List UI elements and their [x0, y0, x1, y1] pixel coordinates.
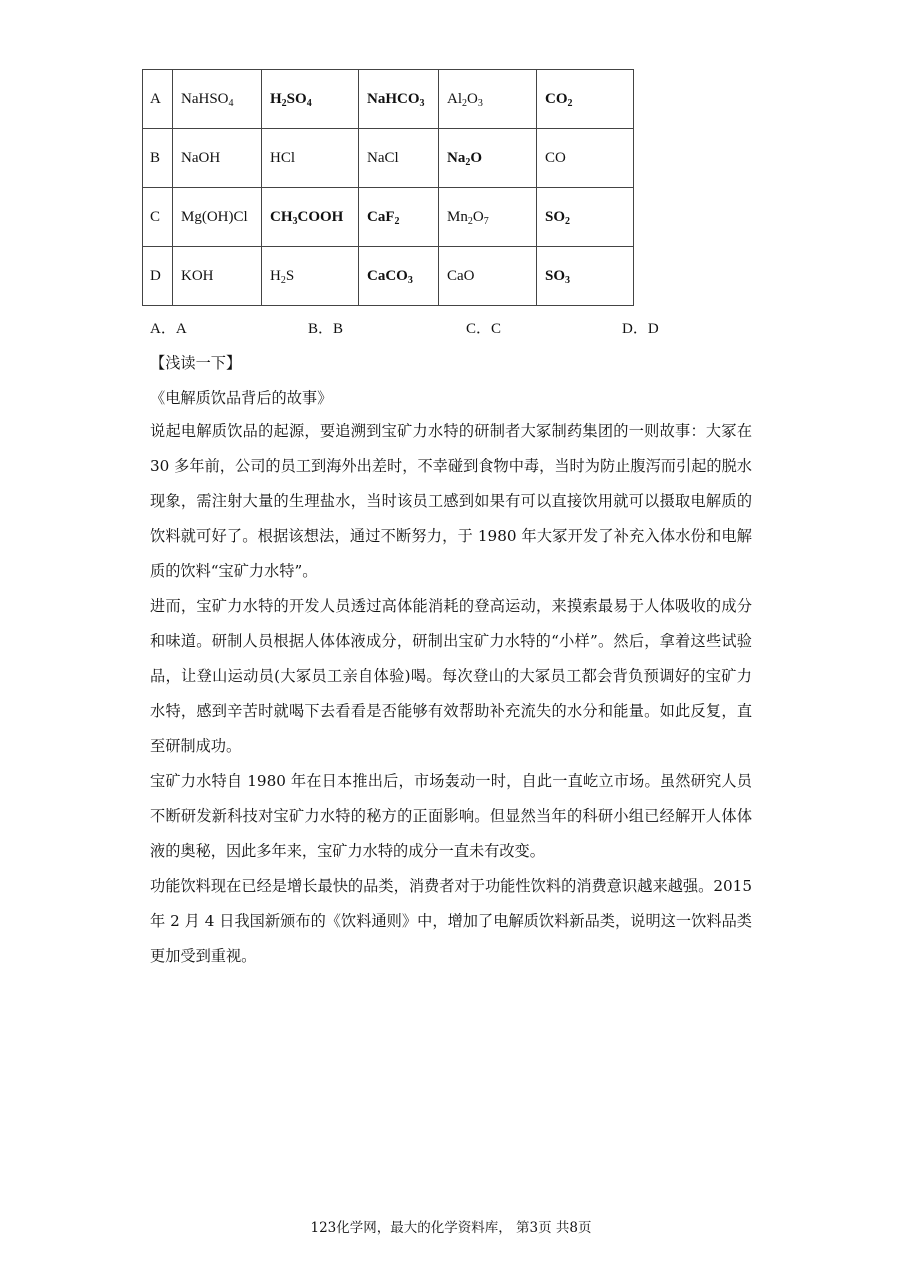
answer-choices	[0, 317, 902, 337]
formula-cell: NaHCO$_3$	[359, 70, 439, 129]
formula-cell: Mg(OH)Cl	[173, 188, 262, 247]
formula-cell: $Mn_2O_7$	[439, 188, 537, 247]
row-label: D	[143, 247, 173, 306]
formula-cell: CaCO$_3$	[359, 247, 439, 306]
table-row	[143, 247, 634, 306]
formula-cell: NaHSO$_4$	[173, 70, 262, 129]
formula-cell: CaF$_2$	[359, 188, 439, 247]
choice-d[interactable]: D．D	[622, 321, 659, 337]
options-table	[142, 69, 634, 306]
formula-cell: $H_2SO_4$	[262, 70, 359, 129]
table-row	[143, 188, 634, 247]
formula-cell: $Al_2O_3$	[439, 70, 537, 129]
choice-a[interactable]: A．A	[150, 321, 187, 337]
paragraph: 说起电解质饮品的起源，要追溯到宝矿力水特的研制者大冢制药集团的一则故事：大冢在 30 多年前，公司的员工到海外出差时，不幸碰到食物中毒，当时为防止腹泻而引起的脱水现象，需注射大量的生理盐水，当时该员工感到如果有可以直接饮用就可以摄取电解质的饮料就可好了。根据该想法，通过不断努力，于 1980 年大冢开发了补充入体水份和电解质的饮料“宝矿力水特”。	[150, 422, 752, 580]
formula-cell: CaO	[439, 247, 537, 306]
row-label: C	[143, 188, 173, 247]
formula-cell: CO	[537, 129, 634, 188]
section-heading: 【浅读一下】	[150, 354, 242, 372]
page-footer: 123化学网，最大的化学资料库， 第3页 共8页	[310, 1220, 592, 1236]
row-label: B	[143, 129, 173, 188]
article-title: 《电解质饮品背后的故事》	[150, 389, 333, 407]
formula-cell: $CO_2$	[537, 70, 634, 129]
formula-cell: $SO_3$	[537, 247, 634, 306]
formula-cell: $SO_2$	[537, 188, 634, 247]
choice-c[interactable]: C．C	[466, 321, 502, 337]
formula-cell: KOH	[173, 247, 262, 306]
paragraph: 宝矿力水特自 1980 年在日本推出后，市场轰动一时，自此一直屹立市场。虽然研究人员不断研发新科技对宝矿力水特的秘方的正面影响。但显然当年的科研小组已经解开人体体液的奥秘，因此多年来，宝矿力水特的成分一直未有改变。	[150, 772, 752, 860]
paragraph: 进而，宝矿力水特的开发人员透过高体能消耗的登高运动，来摸索最易于人体吸收的成分和味道。研制人员根据人体体液成分，研制出宝矿力水特的“小样”。然后，拿着这些试验品，让登山运动员(大冢员工亲自体验)喝。每次登山的大冢员工都会背负预调好的宝矿力水特，感到辛苦时就喝下去看看是否能够有效帮助补充流失的水分和能量。如此反复，直至研制成功。	[150, 597, 752, 755]
formula-cell: $Na_2O$	[439, 129, 537, 188]
formula-cell: HCl	[262, 129, 359, 188]
formula-cell: $H_2S$	[262, 247, 359, 306]
choice-b[interactable]: B．B	[308, 321, 344, 337]
formula-cell: NaCl	[359, 129, 439, 188]
paragraph: 功能饮料现在已经是增长最快的品类，消费者对于功能性饮料的消费意识越来越强。2015 年 2 月 4 日我国新颁布的《饮料通则》中，增加了电解质饮料新品类，说明这一饮料品类更加受到重视。	[150, 877, 752, 965]
table-row	[143, 129, 634, 188]
formula-cell: NaOH	[173, 129, 262, 188]
article-body	[150, 414, 752, 974]
row-label: A	[143, 70, 173, 129]
table-row	[143, 70, 634, 129]
formula-cell: $CH_3COOH$	[262, 188, 359, 247]
